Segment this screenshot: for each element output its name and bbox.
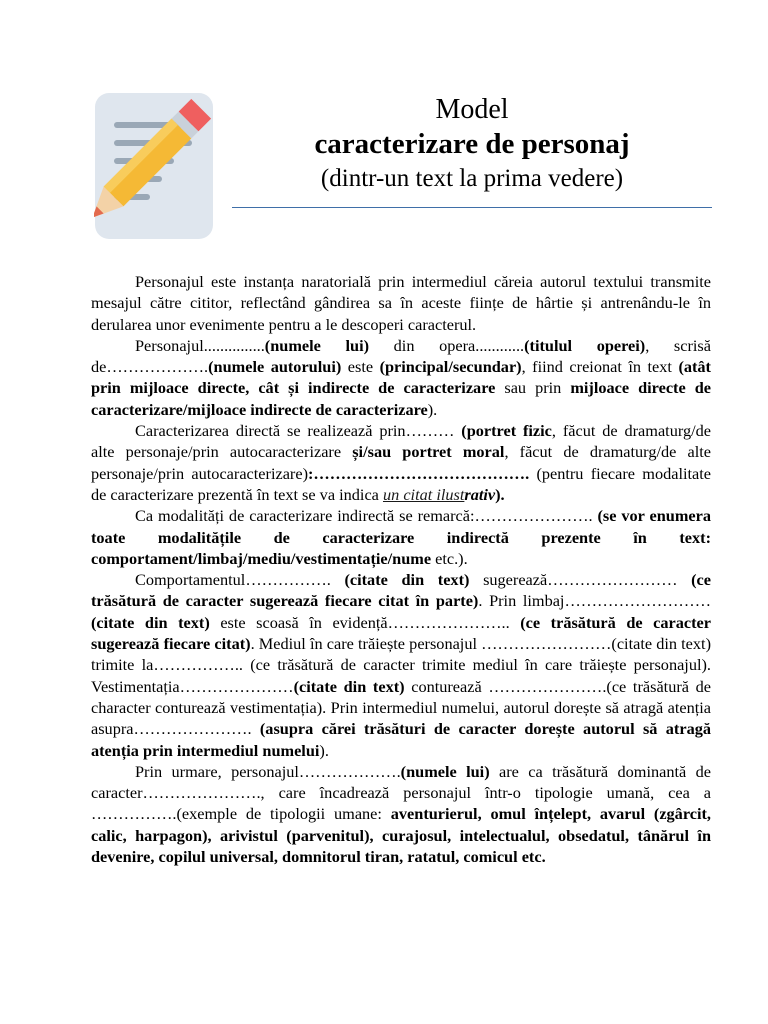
text-run: , făcut de dramaturg/de alte personaje/prin autocaracterizare) bbox=[91, 442, 711, 483]
text-run-bold: :…………………………………. bbox=[308, 463, 530, 483]
citat-ilustrativ-text: un citat ilust bbox=[382, 484, 465, 504]
text-run: . Mediul în care trăiește personajul ……………………(citate din text) trimite la…………….. (ce trăsătură de caracter trimite mediul în care trăiește personajul). Vestimentația………………… bbox=[91, 634, 711, 696]
paragraph-personaj bbox=[91, 335, 711, 420]
title-line-model: Model bbox=[435, 94, 509, 125]
text-run-bold: (titulul operei) bbox=[524, 335, 646, 355]
text-run-bold: (asupra cărei trăsături de caracter dorește autorul să atragă atenția prin intermediul numelui bbox=[91, 719, 712, 760]
text-run-bold: aventurierul, omul înțelept, avarul (zgârcit, calic, harpagon), arivistul (parvenitul), curajosul, intelectualul, obsedatul, tânărul în devenire, copilul universal, domnitorul tiran, ratatul, comicul etc. bbox=[91, 804, 712, 867]
text-run: conturează ………………….(ce trăsătură de character conturează vestimentația). Prin intermediul numelui, autorul dorește să atragă atenția asupra…………………. bbox=[91, 676, 712, 739]
text-run: , fiind creionat în text bbox=[521, 357, 679, 377]
paragraph-comportament bbox=[91, 569, 711, 761]
text-run-bold: și/sau portret moral bbox=[352, 442, 505, 462]
text-run: Personajul este instanța naratorială prin intermediul căreia autorul textului transmite mesajul către cititor, reflectând gândirea sa în aceste ființe de hârtie și antrenându-le în derularea unor evenimente pentru a le descoperi caracterul. bbox=[91, 272, 711, 334]
text-run: ). bbox=[427, 399, 438, 419]
text-run-bold: (citate din text) bbox=[293, 676, 405, 696]
text-run: . Prin limbaj……………………… bbox=[478, 591, 711, 611]
text-run-bold: ). bbox=[495, 484, 505, 504]
paragraph-concluzie bbox=[91, 761, 711, 867]
text-run-bold: (atât prin mijloace directe, cât și indirecte de caracterizare bbox=[91, 357, 711, 398]
text-run: , scrisă de………………. bbox=[91, 335, 711, 377]
text-run-bold: (se vor enumera toate modalitățile de caracterizare indirectă prezente în text: comportament/limbaj/mediu/vestimentație/nume bbox=[91, 506, 711, 568]
document-body bbox=[91, 271, 711, 867]
text-run: sau prin bbox=[495, 378, 571, 398]
text-run-bold: (ce trăsătură de caracter sugerează fiecare citat în parte) bbox=[91, 570, 712, 611]
text-run: Prin urmare, personajul………………. bbox=[135, 761, 401, 781]
text-run-bold: (principal/secundar) bbox=[379, 357, 522, 377]
text-run: ). bbox=[319, 740, 329, 760]
paragraph-caracterizare-indirecta bbox=[91, 505, 711, 569]
paragraph-intro bbox=[91, 271, 711, 335]
text-run: Ca modalități de caracterizare indirectă se remarcă:…………………. bbox=[135, 506, 598, 526]
text-run: este scoasă în evidență………………….. bbox=[209, 612, 521, 632]
text-run-bold: (numele lui) bbox=[264, 335, 370, 355]
document-header bbox=[0, 0, 768, 250]
text-run: (pentru fiecare modalitate de caracterizare prezentă în text se va indica bbox=[91, 463, 712, 504]
text-run: din opera............ bbox=[369, 335, 525, 355]
text-run-bold: rativ bbox=[464, 484, 496, 504]
text-run: este bbox=[341, 357, 380, 377]
text-run-bold: (ce trăsătură de caracter sugerează fiecare citat) bbox=[91, 612, 712, 654]
text-run: Personajul............... bbox=[135, 335, 265, 355]
text-run-bold: (numele lui) bbox=[400, 761, 490, 781]
text-run-bold: mijloace directe de caracterizare/mijloace indirecte de caracterizare bbox=[91, 378, 711, 419]
text-run: sugerează…………………… bbox=[469, 570, 692, 590]
text-run: Caracterizarea directă se realizează prin……… bbox=[135, 421, 462, 441]
text-run-bold: (portret fizic bbox=[461, 421, 552, 441]
text-run: Comportamentul……………. bbox=[135, 570, 345, 590]
document-title bbox=[232, 94, 712, 196]
notepad-pencil-icon bbox=[94, 92, 234, 240]
text-run: are ca trăsătură dominantă de caracter…………………., care încadrează personajul într-o tipologie umană, cea a …………….(exemple de tipologii umane: bbox=[91, 761, 712, 824]
paragraph-caracterizare-directa bbox=[91, 420, 711, 505]
title-underline bbox=[232, 207, 712, 208]
title-line-main: caracterizare de personaj bbox=[314, 128, 630, 160]
text-run-bold: (numele autorului) bbox=[208, 357, 342, 377]
text-run: , făcut de dramaturg/de alte personaje/prin autocaracterizare bbox=[91, 421, 711, 462]
text-run: etc.). bbox=[431, 548, 468, 568]
text-run-bold: (citate din text) bbox=[344, 570, 470, 590]
title-line-subtitle: (dintr-un text la prima vedere) bbox=[320, 165, 624, 192]
text-run-bold: (citate din text) bbox=[91, 612, 210, 632]
